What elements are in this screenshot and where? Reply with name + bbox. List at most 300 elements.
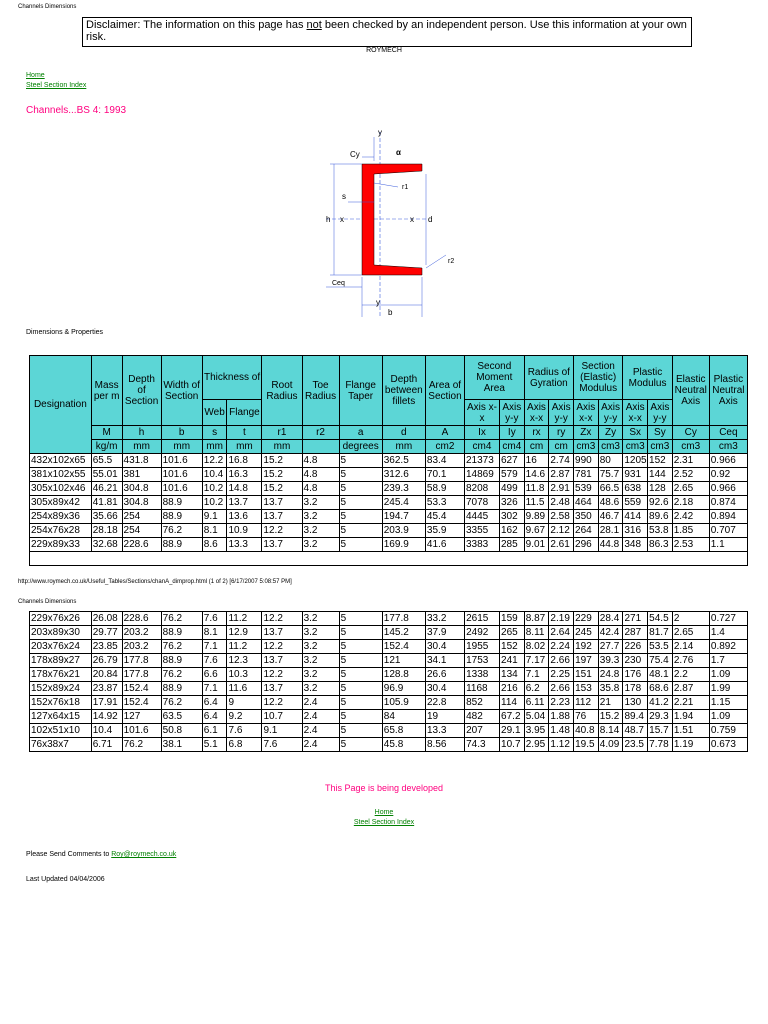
table-cell: 44.8 — [598, 538, 623, 552]
unit-4: mm — [227, 440, 262, 454]
properties-table-continued — [29, 611, 748, 752]
table-cell: 74.3 — [465, 738, 500, 752]
table-cell: 203.2 — [122, 640, 161, 654]
table-cell: 8.14 — [598, 724, 623, 738]
table-cell: 86.3 — [648, 538, 673, 552]
table-cell: 13.3 — [426, 724, 465, 738]
header-plastic-modulus: Plastic Modulus — [623, 356, 672, 400]
table-cell: 499 — [499, 482, 524, 496]
table-cell: 80 — [598, 454, 623, 468]
table-cell: 0.966 — [709, 482, 747, 496]
table-cell: 2.4 — [302, 738, 339, 752]
table-cell: 0.673 — [709, 738, 747, 752]
table-cell: 152.4 — [382, 640, 425, 654]
table-cell: 5 — [339, 496, 382, 510]
symbol-6: r2 — [302, 426, 339, 440]
table-cell: 14869 — [465, 468, 500, 482]
table-row — [30, 468, 748, 482]
designation-cell: 254x89x36 — [30, 510, 92, 524]
table-cell: 1168 — [465, 682, 500, 696]
table-cell: 13.3 — [227, 538, 262, 552]
table-cell: 32.68 — [91, 538, 122, 552]
disclaimer-text-end: been checked by an independent person. Use this information at your own risk. — [86, 19, 687, 43]
table-cell: 101.6 — [161, 468, 202, 482]
table-cell: 58.9 — [425, 482, 464, 496]
table-cell: 6.2 — [524, 682, 549, 696]
table-cell: 1.09 — [709, 710, 747, 724]
table-cell: 159 — [500, 612, 525, 626]
diagram-label-d: d — [428, 215, 433, 224]
table-cell: 3.2 — [302, 668, 339, 682]
table-cell: 101.6 — [122, 724, 161, 738]
table-cell: 285 — [499, 538, 524, 552]
table-cell: 13.7 — [262, 626, 302, 640]
table-cell: 5 — [339, 612, 382, 626]
table-cell: 178 — [623, 682, 648, 696]
table-row — [30, 482, 748, 496]
table-cell: 53.8 — [648, 524, 673, 538]
table-cell: 26.79 — [91, 654, 122, 668]
table-cell: 17.91 — [91, 696, 122, 710]
header-second-moment: Second Moment Area — [465, 356, 525, 400]
table-cell: 54.5 — [648, 612, 673, 626]
table-cell: 1.15 — [709, 696, 747, 710]
diagram-label-x-left: x — [340, 215, 344, 224]
table-cell: 88.9 — [161, 510, 202, 524]
table-cell: 6.4 — [202, 710, 227, 724]
table-cell: 0.874 — [709, 496, 747, 510]
diagram-label-y-bottom: y — [376, 298, 380, 307]
table-cell: 5 — [339, 510, 382, 524]
table-cell: 22.8 — [426, 696, 465, 710]
table-cell: 13.7 — [262, 682, 302, 696]
unit-9: cm2 — [425, 440, 464, 454]
table-cell: 316 — [623, 524, 648, 538]
table-cell: 76.2 — [122, 738, 161, 752]
table-cell: 2.76 — [672, 654, 709, 668]
table-cell: 192 — [574, 640, 599, 654]
table-cell: 101.6 — [161, 454, 202, 468]
table-cell: 35.8 — [598, 682, 623, 696]
table-cell: 271 — [623, 612, 648, 626]
table-cell: 6.11 — [524, 696, 549, 710]
table-cell: 1.19 — [672, 738, 709, 752]
table-cell: 41.81 — [91, 496, 122, 510]
table-cell: 296 — [574, 538, 599, 552]
header-radius-gyration: Radius of Gyration — [524, 356, 573, 400]
table-cell: 88.9 — [161, 682, 202, 696]
table-cell: 5 — [339, 640, 382, 654]
last-updated: Last Updated 04/04/2006 — [26, 876, 105, 883]
table-cell: 9 — [227, 696, 262, 710]
table-cell: 2.14 — [672, 640, 709, 654]
table-cell: 414 — [623, 510, 648, 524]
table-cell: 0.892 — [709, 640, 747, 654]
header-designation: Designation — [30, 356, 92, 454]
table-cell: 15.7 — [648, 724, 673, 738]
table-cell: 7.6 — [202, 612, 227, 626]
page-header-2: Channels Dimensions — [18, 599, 77, 605]
table-cell: 7078 — [465, 496, 500, 510]
bottom-nav — [0, 808, 768, 828]
table-cell: 88.9 — [161, 496, 202, 510]
designation-cell: 229x89x33 — [30, 538, 92, 552]
table-cell: 12.2 — [202, 454, 227, 468]
table-cell: 2615 — [465, 612, 500, 626]
table-cell: 16.3 — [227, 468, 262, 482]
comments-line — [26, 851, 176, 858]
header-width: Width of Section — [161, 356, 202, 426]
table-cell: 76 — [574, 710, 599, 724]
table-cell: 21373 — [465, 454, 500, 468]
comments-text: Please Send Comments to — [26, 851, 112, 858]
table-cell: 5 — [339, 524, 382, 538]
table-cell: 89.6 — [648, 510, 673, 524]
table-cell: 1.1 — [709, 538, 747, 552]
table-cell: 26.6 — [426, 668, 465, 682]
table-cell: 5 — [339, 454, 382, 468]
table-cell: 55.01 — [91, 468, 122, 482]
symbol-2: b — [161, 426, 202, 440]
table-cell: 7.1 — [202, 682, 227, 696]
roymech-label: ROYMECH — [366, 47, 402, 54]
table-cell: 228.6 — [122, 612, 161, 626]
table-cell: 127 — [122, 710, 161, 724]
developing-notice: This Page is being developed — [324, 783, 444, 793]
table-cell: 76.2 — [161, 612, 202, 626]
table-cell: 46.21 — [91, 482, 122, 496]
table-cell: 264 — [574, 524, 599, 538]
table-cell: 350 — [574, 510, 599, 524]
table-cell: 53.5 — [648, 640, 673, 654]
table-cell: 0.92 — [709, 468, 747, 482]
diagram-label-y: y — [378, 128, 382, 137]
header-toe-radius: Toe Radius — [302, 356, 339, 426]
table-cell: 2.95 — [524, 738, 549, 752]
unit-11: cm4 — [499, 440, 524, 454]
subheader-0: Web — [202, 400, 227, 426]
symbol-9: A — [425, 426, 464, 440]
symbol-8: d — [382, 426, 425, 440]
table-row — [30, 710, 748, 724]
table-cell: 11.5 — [524, 496, 549, 510]
subheader-9: Axis y-y — [648, 400, 673, 426]
designation-cell: 178x89x27 — [30, 654, 92, 668]
table-cell: 3.2 — [302, 654, 339, 668]
table-cell: 15.2 — [262, 454, 302, 468]
unit-2: mm — [161, 440, 202, 454]
table-cell: 63.5 — [161, 710, 202, 724]
table-cell: 312.6 — [382, 468, 425, 482]
table-cell: 2 — [672, 612, 709, 626]
table-cell: 7.17 — [524, 654, 549, 668]
table-cell: 9.1 — [202, 510, 227, 524]
email-link[interactable]: Roy@roymech.co.uk — [111, 851, 177, 858]
table-cell: 2.19 — [549, 612, 574, 626]
designation-cell: 152x76x18 — [30, 696, 92, 710]
table-row — [30, 510, 748, 524]
table-cell: 4.8 — [302, 454, 339, 468]
table-cell: 14.6 — [524, 468, 549, 482]
diagram-label-x-right: x — [410, 215, 414, 224]
symbol-0: M — [91, 426, 122, 440]
table-cell: 3.2 — [302, 538, 339, 552]
table-cell: 2.87 — [672, 682, 709, 696]
page-header: Channels Dimensions — [18, 4, 77, 10]
designation-cell: 381x102x55 — [30, 468, 92, 482]
table-cell: 5 — [339, 668, 382, 682]
table-cell: 304.8 — [122, 496, 161, 510]
table-cell: 13.7 — [227, 496, 262, 510]
table-cell: 207 — [465, 724, 500, 738]
subheader-3: Axis y-y — [499, 400, 524, 426]
subheader-2: Axis x-x — [465, 400, 500, 426]
table-cell: 4.8 — [302, 482, 339, 496]
table-cell: 197 — [574, 654, 599, 668]
table-cell: 144 — [648, 468, 673, 482]
designation-cell: 203x76x24 — [30, 640, 92, 654]
table-cell: 9.89 — [524, 510, 549, 524]
disclaimer-emphasis: not — [306, 19, 322, 31]
table-cell: 2.66 — [549, 682, 574, 696]
table-cell: 75.4 — [648, 654, 673, 668]
symbol-5: r1 — [262, 426, 302, 440]
table-cell: 30.4 — [426, 682, 465, 696]
table-cell: 0.759 — [709, 724, 747, 738]
header-flange-taper: Flange Taper — [339, 356, 382, 426]
table-cell: 6.4 — [202, 696, 227, 710]
dimensions-label: Dimensions & Properties — [26, 329, 104, 336]
table-cell: 4445 — [465, 510, 500, 524]
unit-15: cm3 — [598, 440, 623, 454]
print-footer-url: http://www.roymech.co.uk/Useful_Tables/Sections/chanA_dimprop.html (1 of 2) [6/17/2007 5:08:57 PM] — [18, 579, 292, 585]
table-cell: 10.2 — [202, 482, 227, 496]
table-cell: 245 — [574, 626, 599, 640]
table-cell: 67.2 — [500, 710, 525, 724]
table-cell: 76.2 — [161, 640, 202, 654]
table-cell: 12.2 — [262, 612, 302, 626]
table-cell: 28.1 — [598, 524, 623, 538]
table-cell: 1.09 — [709, 668, 747, 682]
table-cell: 239.3 — [382, 482, 425, 496]
table-cell: 8.11 — [524, 626, 549, 640]
table-cell: 1.4 — [709, 626, 747, 640]
table-cell: 88.9 — [161, 538, 202, 552]
table-cell: 482 — [465, 710, 500, 724]
table-cell: 2.23 — [549, 696, 574, 710]
table-cell: 46.7 — [598, 510, 623, 524]
table-cell: 152 — [648, 454, 673, 468]
table-cell: 2.48 — [549, 496, 574, 510]
table-cell: 3.2 — [302, 524, 339, 538]
table-cell: 7.6 — [227, 724, 262, 738]
designation-cell: 127x64x15 — [30, 710, 92, 724]
table-cell: 2.61 — [549, 538, 574, 552]
header-area: Area of Section — [425, 356, 464, 426]
table-cell: 5 — [339, 626, 382, 640]
table-cell: 153 — [574, 682, 599, 696]
table-cell: 130 — [623, 696, 648, 710]
table-cell: 852 — [465, 696, 500, 710]
table-cell: 177.8 — [122, 654, 161, 668]
table-cell: 381 — [122, 468, 161, 482]
symbol-1: h — [122, 426, 161, 440]
table-cell: 781 — [574, 468, 599, 482]
unit-17: cm3 — [648, 440, 673, 454]
table-cell: 6.1 — [202, 724, 227, 738]
designation-cell: 203x89x30 — [30, 626, 92, 640]
table-cell: 15.2 — [262, 482, 302, 496]
table-cell: 26.08 — [91, 612, 122, 626]
unit-0: kg/m — [91, 440, 122, 454]
table-cell: 2.65 — [672, 626, 709, 640]
table-cell: 2492 — [465, 626, 500, 640]
table-cell: 10.7 — [500, 738, 525, 752]
table-cell: 41.2 — [648, 696, 673, 710]
table-cell: 1753 — [465, 654, 500, 668]
table-cell: 152 — [500, 640, 525, 654]
table-cell: 1.48 — [549, 724, 574, 738]
table-cell: 40.8 — [574, 724, 599, 738]
table-row — [30, 612, 748, 626]
disclaimer-text: Disclaimer: The information on this page has — [86, 19, 307, 31]
unit-13: cm — [549, 440, 574, 454]
table-cell: 5 — [339, 696, 382, 710]
table-cell: 39.3 — [598, 654, 623, 668]
table-cell: 48.7 — [623, 724, 648, 738]
table-cell: 5.1 — [202, 738, 227, 752]
table-cell: 228.6 — [122, 538, 161, 552]
table-cell: 15.2 — [598, 710, 623, 724]
designation-cell: 432x102x65 — [30, 454, 92, 468]
table-cell: 8.56 — [426, 738, 465, 752]
home-link[interactable]: Home — [26, 72, 45, 79]
table-cell: 348 — [623, 538, 648, 552]
table-cell: 151 — [574, 668, 599, 682]
table-cell: 37.9 — [426, 626, 465, 640]
table-cell: 2.4 — [302, 696, 339, 710]
table-cell: 2.66 — [549, 654, 574, 668]
table-cell: 362.5 — [382, 454, 425, 468]
table-cell: 2.12 — [549, 524, 574, 538]
table-cell: 53.3 — [425, 496, 464, 510]
table-cell: 4.09 — [598, 738, 623, 752]
table-cell: 41.6 — [425, 538, 464, 552]
table-cell: 2.2 — [672, 668, 709, 682]
unit-1: mm — [122, 440, 161, 454]
table-cell: 230 — [623, 654, 648, 668]
unit-12: cm — [524, 440, 549, 454]
steel-section-index-link[interactable]: Steel Section Index — [26, 82, 87, 89]
table-cell: 177.8 — [382, 612, 425, 626]
table-cell: 241 — [500, 654, 525, 668]
table-cell: 8.1 — [202, 524, 227, 538]
properties-table — [29, 355, 748, 566]
table-cell: 45.8 — [382, 738, 425, 752]
unit-3: mm — [202, 440, 227, 454]
table-cell: 226 — [623, 640, 648, 654]
subheader-4: Axis x-x — [524, 400, 549, 426]
table-cell: 162 — [499, 524, 524, 538]
table-cell: 152.4 — [122, 696, 161, 710]
table-cell: 13.7 — [262, 538, 302, 552]
table-cell: 14.8 — [227, 482, 262, 496]
table-cell: 1338 — [465, 668, 500, 682]
diagram-label-h: h — [326, 215, 331, 224]
table-cell: 121 — [382, 654, 425, 668]
steel-section-index-link-bottom[interactable]: Steel Section Index — [353, 819, 415, 826]
table-cell: 10.9 — [227, 524, 262, 538]
table-cell: 176 — [623, 668, 648, 682]
designation-cell: 305x102x46 — [30, 482, 92, 496]
symbol-12: rx — [524, 426, 549, 440]
header-depth: Depth of Section — [122, 356, 161, 426]
table-cell: 5 — [339, 468, 382, 482]
table-row — [30, 538, 748, 552]
unit-18: cm3 — [672, 440, 709, 454]
table-row — [30, 724, 748, 738]
table-cell: 245.4 — [382, 496, 425, 510]
table-cell: 203.2 — [122, 626, 161, 640]
table-row — [30, 524, 748, 538]
symbol-4: t — [227, 426, 262, 440]
header-mass: Mass per m — [91, 356, 122, 426]
table-cell: 1.88 — [549, 710, 574, 724]
table-cell: 152.4 — [122, 682, 161, 696]
table-cell: 579 — [499, 468, 524, 482]
table-cell: 48.1 — [648, 668, 673, 682]
table-cell: 10.3 — [227, 668, 262, 682]
table-cell: 35.9 — [425, 524, 464, 538]
table-cell: 23.85 — [91, 640, 122, 654]
table-cell: 12.2 — [262, 524, 302, 538]
table-cell: 15.2 — [262, 468, 302, 482]
table-row — [30, 682, 748, 696]
table-cell: 88.9 — [161, 626, 202, 640]
table-cell: 2.64 — [549, 626, 574, 640]
table-cell: 66.5 — [598, 482, 623, 496]
table-cell: 114 — [500, 696, 525, 710]
table-cell: 265 — [500, 626, 525, 640]
diagram-label-s: s — [342, 192, 346, 201]
table-cell: 14.92 — [91, 710, 122, 724]
table-cell: 1.85 — [672, 524, 709, 538]
diagram-label-cy: Cy — [350, 150, 360, 159]
table-cell: 990 — [574, 454, 599, 468]
table-cell: 128.8 — [382, 668, 425, 682]
table-cell: 50.8 — [161, 724, 202, 738]
table-cell: 10.4 — [202, 468, 227, 482]
table-cell: 254 — [122, 510, 161, 524]
table-cell: 27.7 — [598, 640, 623, 654]
table-cell: 627 — [499, 454, 524, 468]
table-cell: 29.1 — [500, 724, 525, 738]
table-cell: 5 — [339, 682, 382, 696]
top-nav — [26, 71, 86, 91]
table-cell: 11.6 — [227, 682, 262, 696]
table-cell: 65.5 — [91, 454, 122, 468]
table-row — [30, 454, 748, 468]
table-cell: 2.52 — [672, 468, 709, 482]
home-link-bottom[interactable]: Home — [374, 809, 394, 816]
table-cell: 2.21 — [672, 696, 709, 710]
table-cell: 3.2 — [302, 640, 339, 654]
table-cell: 2.42 — [672, 510, 709, 524]
table-cell: 145.2 — [382, 626, 425, 640]
table-cell: 2.58 — [549, 510, 574, 524]
table-cell: 88.9 — [161, 654, 202, 668]
subheader-8: Axis x-x — [623, 400, 648, 426]
